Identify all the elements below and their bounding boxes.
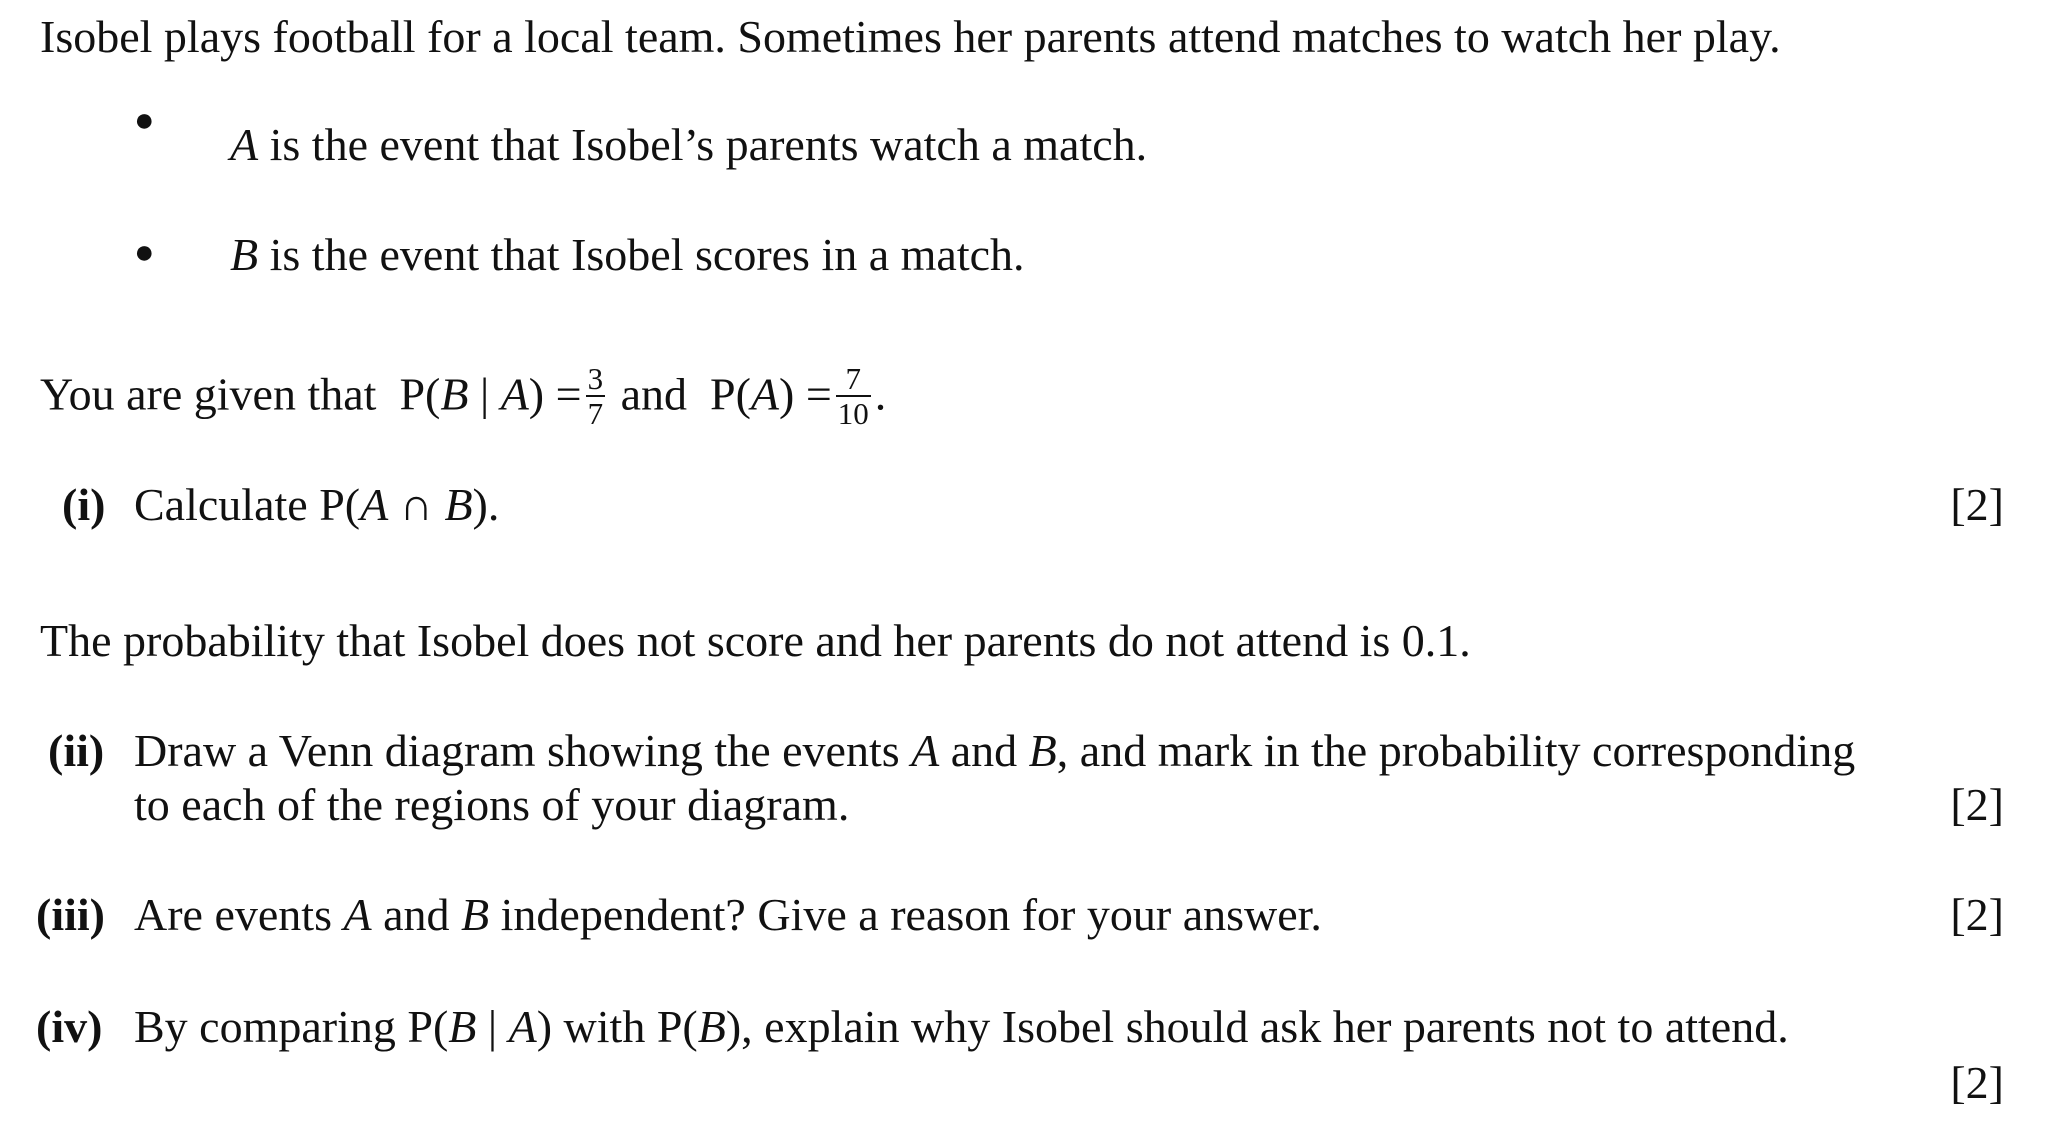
fraction-seven-tenths: $\frac{7}{10}$: [837, 361, 869, 431]
event-a-definition: [230, 119, 1148, 170]
given-lead: You are given that: [40, 368, 377, 420]
question-1-marks: [2]: [1950, 479, 2004, 530]
given-p1-b: B: [440, 368, 469, 420]
given-end: .: [874, 368, 887, 420]
intro-text: Isobel plays football for a local team. Sometimes her parents attend matches to watch her play.: [40, 11, 1781, 62]
given-p2-a: A: [750, 368, 779, 420]
given-p1-bar: |: [468, 368, 501, 420]
question-1-text: Calculate P(A ∩ B).: [134, 479, 500, 530]
event-b-symbol: B: [230, 229, 259, 280]
event-b-text: is the event that Isobel scores in a match.: [258, 229, 1025, 280]
question-2-number: (ii): [48, 725, 105, 776]
given-p1-suffix: ) =: [528, 368, 582, 420]
question-3-marks: [2]: [1950, 889, 2004, 940]
question-4-text: By comparing P(B | A) with P(B), explain why Isobel should ask her parents not to attend.: [134, 1001, 1789, 1052]
question-3-number: (iii): [36, 889, 105, 940]
event-a-text: is the event that Isobel’s parents watch a match.: [258, 119, 1148, 170]
given-p2-prefix: P(: [709, 368, 751, 420]
fraction-three-sevenths: $\frac{3}{7}$: [587, 361, 604, 431]
given-and: and: [620, 368, 687, 420]
question-3-text: Are events A and B independent? Give a reason for your answer.: [134, 889, 1322, 940]
bullet-icon: ●: [134, 234, 155, 271]
given-p1-prefix: P(: [399, 368, 441, 420]
question-1-number: (i): [62, 479, 106, 530]
question-2-text-line-2: to each of the regions of your diagram.: [134, 779, 850, 830]
question-2-marks: [2]: [1950, 779, 2004, 830]
given-p1-a: A: [500, 368, 529, 420]
question-2-text-line-1: Draw a Venn diagram showing the events A and B, and mark in the probability corresponding: [134, 725, 1856, 776]
question-4-marks: [2]: [1950, 1057, 2004, 1108]
given-p2-suffix: ) =: [779, 368, 832, 420]
given-statement: [40, 361, 887, 432]
question-4-number: (iv): [36, 1001, 103, 1052]
event-a-symbol: A: [230, 119, 259, 170]
bullet-icon: ●: [134, 102, 155, 139]
event-b-definition: [230, 229, 1025, 280]
context-text: The probability that Isobel does not score and her parents do not attend is 0.1.: [40, 615, 1471, 666]
